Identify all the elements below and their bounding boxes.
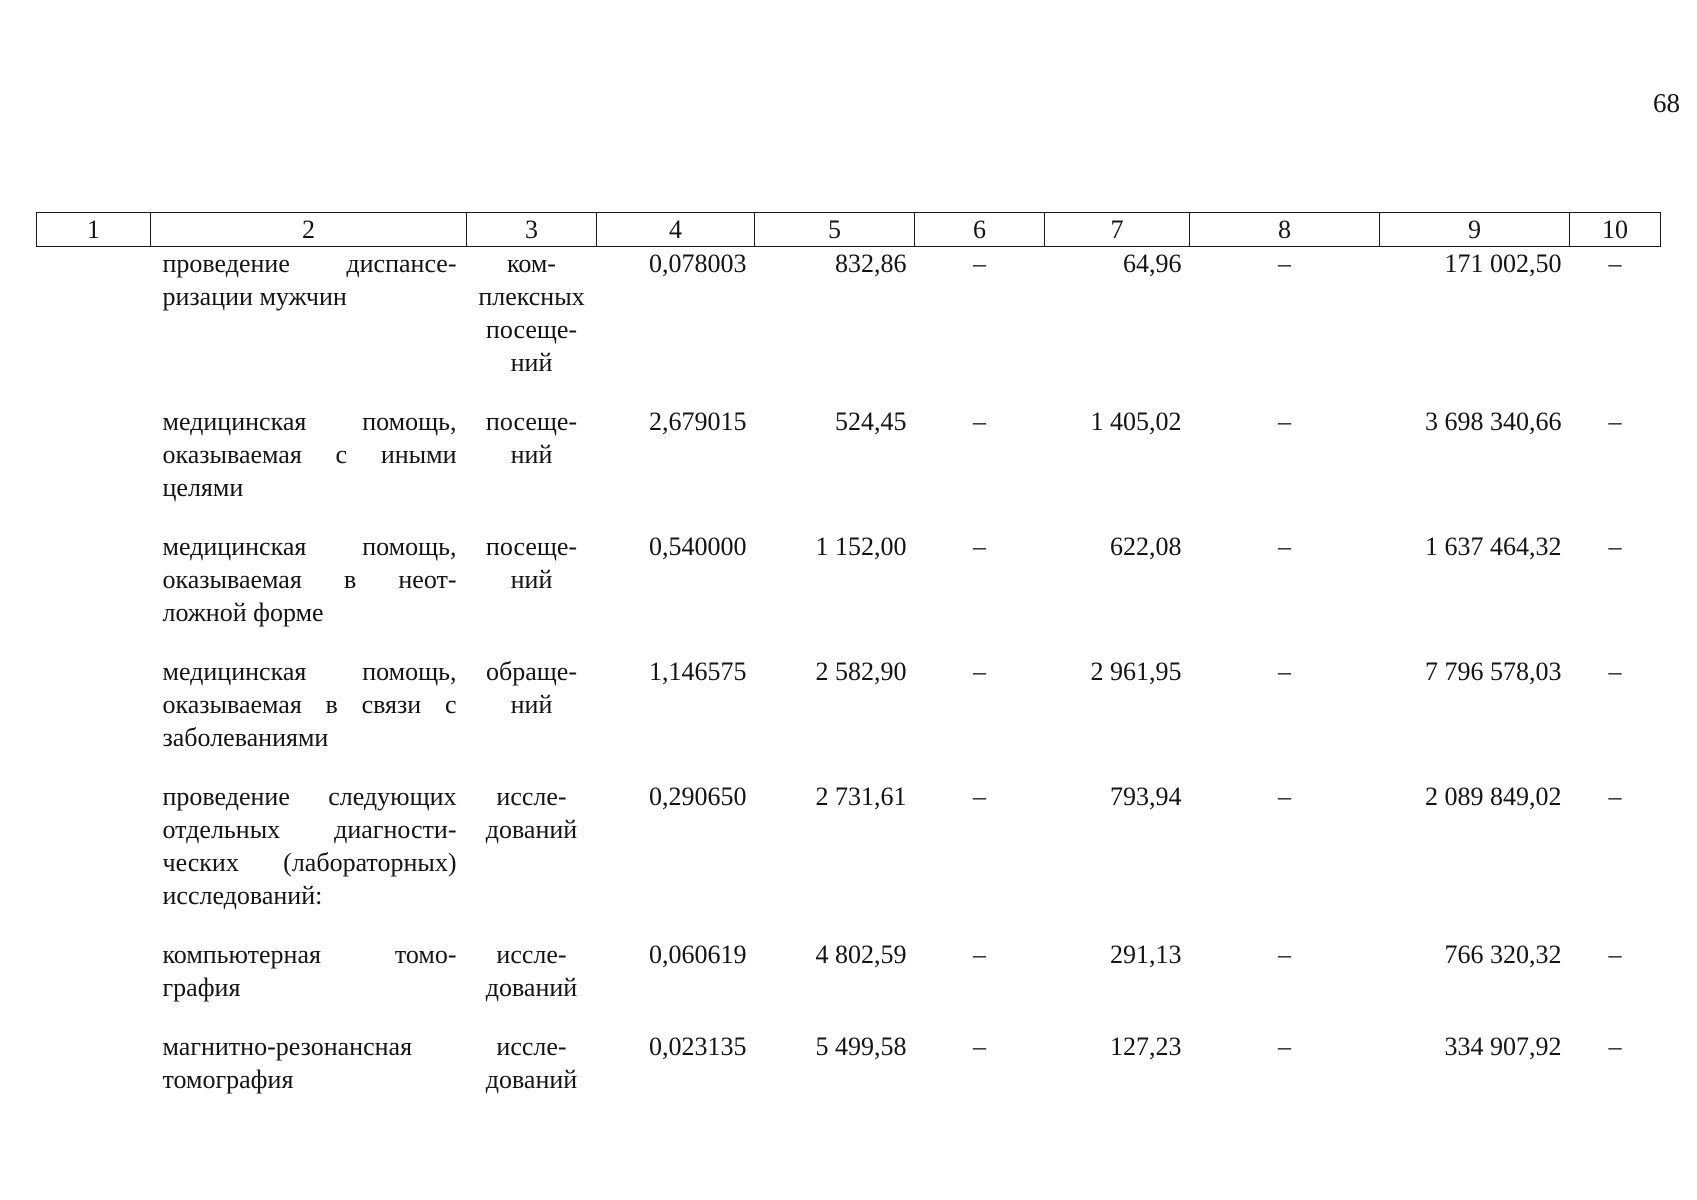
- indicator-name-line: проведение следующих: [162, 782, 457, 811]
- per-capita-cell: 64,96: [1123, 249, 1182, 278]
- indicator-name-line: магнитно-резонансная: [162, 1032, 413, 1061]
- column-10-cell: –: [1608, 940, 1622, 969]
- column-8-cell: –: [1278, 407, 1291, 436]
- unit-line: иссле-: [496, 1032, 567, 1061]
- total-cost-cell: 334 907,92: [1444, 1032, 1562, 1061]
- unit-line: иссле-: [496, 940, 567, 969]
- indicator-name-line: оказываемая в связи с: [162, 690, 457, 719]
- volume-cell: 0,023135: [649, 1032, 747, 1061]
- indicator-name-line: компьютерная томо-: [162, 940, 457, 969]
- indicator-name-line: медицинская помощь,: [162, 407, 457, 436]
- unit-cell: [467, 655, 597, 780]
- tariff-table: [36, 212, 1661, 1122]
- indicator-name-line: ческих (лабораторных): [162, 848, 457, 877]
- indicator-name-cell: [151, 1030, 467, 1122]
- indicator-name-line: медицинская помощь,: [162, 657, 457, 686]
- unit-cell: [467, 938, 597, 1030]
- row-number-cell: [37, 1030, 151, 1122]
- indicator-name-cell: [151, 405, 467, 530]
- row-number-cell: [37, 655, 151, 780]
- cost-per-unit-cell: 1 152,00: [815, 532, 907, 561]
- column-6-cell: –: [973, 407, 986, 436]
- column-header: 9: [1380, 213, 1570, 247]
- indicator-name-cell: [151, 247, 467, 406]
- table-row: [37, 655, 1661, 780]
- total-cost-cell: 3 698 340,66: [1425, 407, 1562, 436]
- column-header: 7: [1045, 213, 1190, 247]
- unit-line: посеще-: [485, 407, 578, 436]
- indicator-name-line: оказываемая с иными: [162, 440, 457, 469]
- total-cost-cell: 7 796 578,03: [1425, 657, 1562, 686]
- column-8-cell: –: [1278, 940, 1291, 969]
- unit-line: посеще-: [485, 315, 578, 344]
- table-row: [37, 780, 1661, 938]
- column-header: 1: [37, 213, 151, 247]
- unit-line: посеще-: [485, 532, 578, 561]
- unit-cell: [467, 780, 597, 938]
- indicator-name-line: отдельных диагности-: [162, 815, 457, 844]
- unit-cell: [467, 1030, 597, 1122]
- unit-line: ний: [510, 348, 553, 377]
- cost-per-unit-cell: 832,86: [835, 249, 907, 278]
- volume-cell: 0,078003: [649, 249, 747, 278]
- table-row: [37, 247, 1661, 406]
- table-row: [37, 938, 1661, 1030]
- row-number-cell: [37, 938, 151, 1030]
- unit-line: ком-: [507, 249, 556, 278]
- column-10-cell: –: [1608, 249, 1622, 278]
- unit-cell: [467, 247, 597, 406]
- total-cost-cell: 1 637 464,32: [1425, 532, 1562, 561]
- column-6-cell: –: [973, 657, 986, 686]
- column-6-cell: –: [973, 249, 986, 278]
- unit-line: иссле-: [496, 782, 567, 811]
- row-number-cell: [37, 530, 151, 655]
- per-capita-cell: 622,08: [1110, 532, 1182, 561]
- volume-cell: 1,146575: [649, 657, 747, 686]
- indicator-name-line: целями: [162, 473, 244, 502]
- column-10-cell: –: [1608, 1032, 1622, 1061]
- unit-line: ний: [510, 440, 553, 469]
- unit-cell: [467, 530, 597, 655]
- unit-line: обраще-: [486, 657, 577, 686]
- unit-line: дований: [485, 973, 578, 1002]
- indicator-name-line: графия: [162, 973, 241, 1002]
- unit-line: ний: [510, 565, 553, 594]
- cost-per-unit-cell: 5 499,58: [815, 1032, 907, 1061]
- column-header: 6: [915, 213, 1045, 247]
- column-8-cell: –: [1278, 532, 1291, 561]
- cost-per-unit-cell: 524,45: [835, 407, 907, 436]
- column-header: 10: [1570, 213, 1661, 247]
- column-10-cell: –: [1608, 532, 1622, 561]
- table-row: [37, 1030, 1661, 1122]
- column-header: 8: [1190, 213, 1380, 247]
- column-10-cell: –: [1608, 407, 1622, 436]
- unit-line: дований: [485, 815, 578, 844]
- table-row: [37, 405, 1661, 530]
- indicator-name-cell: [151, 655, 467, 780]
- total-cost-cell: 2 089 849,02: [1425, 782, 1562, 811]
- column-8-cell: –: [1278, 782, 1291, 811]
- unit-line: ний: [510, 690, 553, 719]
- row-number-cell: [37, 405, 151, 530]
- per-capita-cell: 2 961,95: [1090, 657, 1182, 686]
- tariff-table-container: [36, 212, 1660, 1122]
- indicator-name-line: исследований:: [162, 881, 323, 910]
- indicator-name-cell: [151, 530, 467, 655]
- indicator-name-line: оказываемая в неот-: [162, 565, 457, 594]
- indicator-name-cell: [151, 780, 467, 938]
- page-number: 68: [1653, 88, 1680, 118]
- column-8-cell: –: [1278, 657, 1291, 686]
- column-6-cell: –: [973, 782, 986, 811]
- column-header: 5: [755, 213, 915, 247]
- cost-per-unit-cell: 2 582,90: [815, 657, 907, 686]
- column-6-cell: –: [973, 940, 986, 969]
- column-header: 4: [597, 213, 755, 247]
- column-6-cell: –: [973, 532, 986, 561]
- indicator-name-line: ризации мужчин: [162, 282, 347, 311]
- indicator-name-cell: [151, 938, 467, 1030]
- total-cost-cell: 766 320,32: [1444, 940, 1562, 969]
- unit-line: плексных: [478, 282, 585, 311]
- indicator-name-line: заболеваниями: [162, 723, 329, 752]
- volume-cell: 2,679015: [649, 407, 747, 436]
- cost-per-unit-cell: 2 731,61: [815, 782, 907, 811]
- column-number-row: [37, 213, 1661, 247]
- column-6-cell: –: [973, 1032, 986, 1061]
- per-capita-cell: 793,94: [1110, 782, 1182, 811]
- column-8-cell: –: [1278, 249, 1291, 278]
- row-number-cell: [37, 780, 151, 938]
- volume-cell: 0,290650: [649, 782, 747, 811]
- unit-line: дований: [485, 1065, 578, 1094]
- indicator-name-line: проведение диспансе-: [162, 249, 457, 278]
- table-body: [37, 247, 1661, 1123]
- column-10-cell: –: [1608, 782, 1622, 811]
- table-row: [37, 530, 1661, 655]
- indicator-name-line: ложной форме: [162, 598, 324, 627]
- per-capita-cell: 127,23: [1110, 1032, 1182, 1061]
- indicator-name-line: медицинская помощь,: [162, 532, 457, 561]
- column-8-cell: –: [1278, 1032, 1291, 1061]
- cost-per-unit-cell: 4 802,59: [815, 940, 907, 969]
- volume-cell: 0,540000: [649, 532, 747, 561]
- volume-cell: 0,060619: [649, 940, 747, 969]
- total-cost-cell: 171 002,50: [1444, 249, 1562, 278]
- per-capita-cell: 1 405,02: [1090, 407, 1182, 436]
- unit-cell: [467, 405, 597, 530]
- per-capita-cell: 291,13: [1110, 940, 1182, 969]
- column-10-cell: –: [1608, 657, 1622, 686]
- column-header: 3: [467, 213, 597, 247]
- column-header: 2: [151, 213, 467, 247]
- row-number-cell: [37, 247, 151, 406]
- indicator-name-line: томография: [162, 1065, 294, 1094]
